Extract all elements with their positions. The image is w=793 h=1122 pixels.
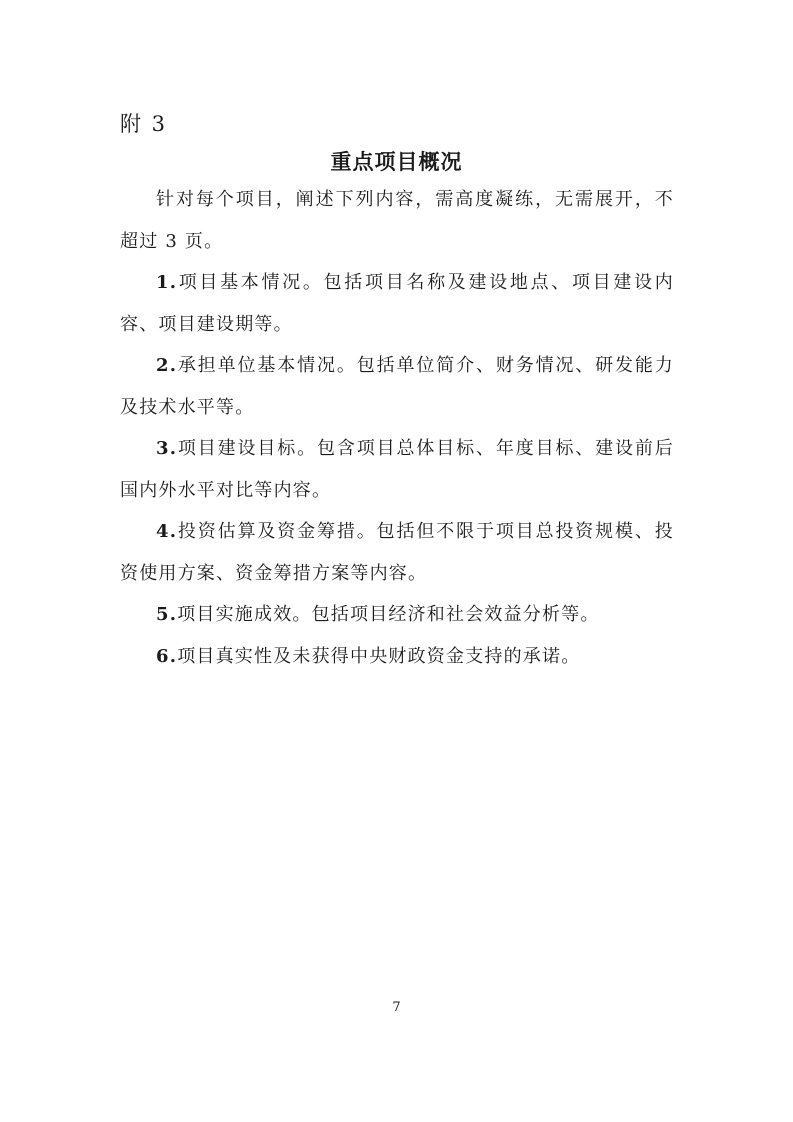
item-number: 4.: [156, 521, 178, 542]
item-number: 5.: [156, 604, 178, 625]
page-title: 重点项目概况: [330, 150, 463, 174]
list-item: [120, 594, 674, 636]
list-item: [120, 428, 674, 511]
item-text: 项目建设目标。包含项目总体目标、年度目标、建设前后国内外水平对比等内容。: [120, 438, 674, 501]
attachment-label: 附 3: [120, 112, 168, 136]
intro-paragraph: 针对每个项目，阐述下列内容，需高度凝练，无需展开，不超过 3 页。: [120, 189, 674, 252]
list-item: [120, 511, 674, 594]
list-item: [120, 345, 674, 428]
page-number: 7: [392, 1000, 401, 1015]
item-number: 6.: [156, 645, 178, 667]
item-number: 1.: [156, 272, 178, 293]
item-text: 项目实施成效。包括项目经济和社会效益分析等。: [177, 604, 600, 625]
item-text: 投资估算及资金筹措。包括但不限于项目总投资规模、投资使用方案、资金筹措方案等内容。: [120, 521, 674, 584]
item-number: 2.: [156, 355, 178, 376]
item-text: 承担单位基本情况。包括单位简介、财务情况、研发能力及技术水平等。: [120, 355, 674, 418]
list-item: [120, 636, 674, 678]
item-text: 项目基本情况。包括项目名称及建设地点、项目建设内容、项目建设期等。: [120, 272, 674, 335]
list-item: [120, 262, 674, 345]
document-body: [120, 179, 674, 677]
item-text: 项目真实性及未获得中央财政资金支持的承诺。: [177, 645, 581, 667]
item-number: 3.: [156, 438, 178, 459]
